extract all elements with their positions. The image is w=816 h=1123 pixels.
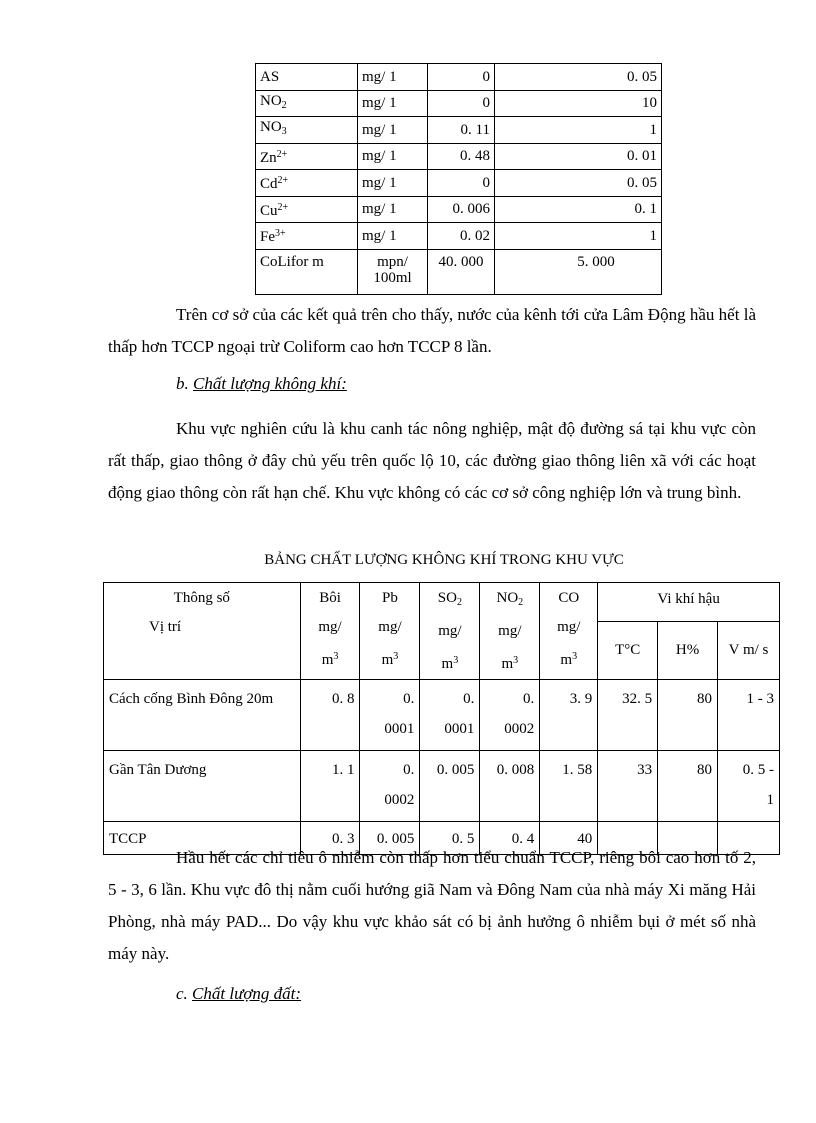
paragraph-water-conclusion: Trên cơ sở của các kết quả trên cho thấy, nước của kênh tới cửa Lâm Động hầu hết là thấp hơn TCCP ngoại trừ Coliform cao hơn TCCP 8 lần. xyxy=(108,305,756,356)
table-row xyxy=(256,143,662,170)
no2-cell: 0. 008 xyxy=(480,751,540,822)
param-cell: $Fe^{3+}$ xyxy=(256,223,358,250)
pb-cell: 0. 005 xyxy=(360,822,420,855)
unit-cell: mg/ 1 xyxy=(358,64,428,91)
air-quality-table xyxy=(103,582,780,855)
value-cell: 0. 48 xyxy=(428,143,495,170)
standard-cell: 0. 05 xyxy=(495,64,662,91)
humidity-cell: 80 xyxy=(658,680,718,751)
table-header-row xyxy=(104,583,780,622)
so2-cell: 0. 0001 xyxy=(420,680,480,751)
table-row xyxy=(256,64,662,91)
no2-cell: 0. 4 xyxy=(480,822,540,855)
no2-cell: 0. 0002 xyxy=(480,680,540,751)
header-microclimate: Vi khí hậu xyxy=(598,583,780,622)
unit-cell: mpn/ 100ml xyxy=(358,249,428,294)
heading-soil-quality: c. Chất lượng đất: xyxy=(176,984,302,1003)
header-co: CO mg/ $m^3$ xyxy=(540,583,598,680)
param-cell: AS xyxy=(256,64,358,91)
header-humidity: H% xyxy=(658,621,718,679)
co-cell: 1. 58 xyxy=(540,751,598,822)
value-cell: 0 xyxy=(428,90,495,117)
heading-air-quality: b. Chất lượng không khí: xyxy=(176,374,347,393)
table-row xyxy=(256,90,662,117)
header-temperature: T°C xyxy=(598,621,658,679)
table-row xyxy=(256,117,662,144)
header-so2: $SO_2$ mg/ $m^3$ xyxy=(420,583,480,680)
param-cell: CoLifor m xyxy=(256,249,358,294)
value-cell: 0 xyxy=(428,64,495,91)
standard-cell: 1 xyxy=(495,117,662,144)
value-cell: 0. 02 xyxy=(428,223,495,250)
table-row xyxy=(104,751,780,822)
so2-cell: 0. 5 xyxy=(420,822,480,855)
standard-cell: 0. 01 xyxy=(495,143,662,170)
dust-cell: 0. 8 xyxy=(300,680,360,751)
location-cell: Cách cống Bình Đông 20m xyxy=(104,680,301,751)
standard-cell: 5. 000 xyxy=(495,249,662,294)
value-cell: 0 xyxy=(428,170,495,197)
standard-cell: 0. 05 xyxy=(495,170,662,197)
header-dust: Bôi mg/ $m^3$ xyxy=(300,583,360,680)
location-cell: Gần Tân Dương xyxy=(104,751,301,822)
temp-cell: 32. 5 xyxy=(598,680,658,751)
standard-cell: 1 xyxy=(495,223,662,250)
unit-cell: mg/ 1 xyxy=(358,117,428,144)
table-row xyxy=(256,196,662,223)
header-pb: Pb mg/ $m^3$ xyxy=(360,583,420,680)
unit-cell: mg/ 1 xyxy=(358,90,428,117)
wind-cell: 0. 5 - 1 xyxy=(718,751,780,822)
param-cell: $Zn^{2+}$ xyxy=(256,143,358,170)
standard-cell: 10 xyxy=(495,90,662,117)
header-no2: $NO_2$ mg/ $m^3$ xyxy=(480,583,540,680)
humidity-cell: 80 xyxy=(658,751,718,822)
param-cell: $NO_3$ xyxy=(256,117,358,144)
dust-cell: 0. 3 xyxy=(300,822,360,855)
dust-cell: 1. 1 xyxy=(300,751,360,822)
value-cell: 0. 006 xyxy=(428,196,495,223)
paragraph-air-conclusion: Hầu hết các chỉ tiêu ô nhiễm còn thấp hơn tiểu chuẩn TCCP, riêng bôi cao hơn tố 2, 5 - 3, 6 lần. Khu vực đô thị nằm cuối hướng giã Nam và Đông Nam của nhà máy Xi măng Hải Phòng, nhà máy PAD... Do vậy khu vực khảo sát có bị ảnh hưởng ô nhiễm bụi ở mét số nhà máy này. xyxy=(108,848,756,963)
location-cell: TCCP xyxy=(104,822,301,855)
co-cell: 3. 9 xyxy=(540,680,598,751)
unit-cell: mg/ 1 xyxy=(358,223,428,250)
unit-cell: mg/ 1 xyxy=(358,196,428,223)
table-row xyxy=(256,249,662,294)
param-cell: $NO_2$ xyxy=(256,90,358,117)
co-cell: 40 xyxy=(540,822,598,855)
value-cell: 0. 11 xyxy=(428,117,495,144)
table-row xyxy=(104,680,780,751)
paragraph-air-description: Khu vực nghiên cứu là khu canh tác nông nghiệp, mật độ đường sá tại khu vực còn rất thấp, giao thông ở đây chủ yếu trên quốc lộ 10, các đường giao thông liên xã với các hoạt động giao thông còn rất hạn chế. Khu vực không có các cơ sở công nghiệp lớn và trung bình. xyxy=(108,419,756,502)
water-quality-table xyxy=(255,63,662,295)
param-cell: $Cu^{2+}$ xyxy=(256,196,358,223)
wind-cell: 1 - 3 xyxy=(718,680,780,751)
pb-cell: 0. 0002 xyxy=(360,751,420,822)
pb-cell: 0. 0001 xyxy=(360,680,420,751)
temp-cell: 33 xyxy=(598,751,658,822)
header-wind: V m/ s xyxy=(718,621,780,679)
param-cell: $Cd^{2+}$ xyxy=(256,170,358,197)
header-param-location xyxy=(104,583,301,680)
header-param: Thông số xyxy=(173,590,230,606)
header-location: Vị trí xyxy=(149,619,182,635)
value-cell: 40. 000 xyxy=(428,249,495,294)
unit-cell: mg/ 1 xyxy=(358,143,428,170)
unit-cell: mg/ 1 xyxy=(358,170,428,197)
table-row xyxy=(256,170,662,197)
table-row xyxy=(256,223,662,250)
so2-cell: 0. 005 xyxy=(420,751,480,822)
standard-cell: 0. 1 xyxy=(495,196,662,223)
table-caption: BẢNG CHẤT LƯỢNG KHÔNG KHÍ TRONG KHU VỰC xyxy=(264,552,624,568)
